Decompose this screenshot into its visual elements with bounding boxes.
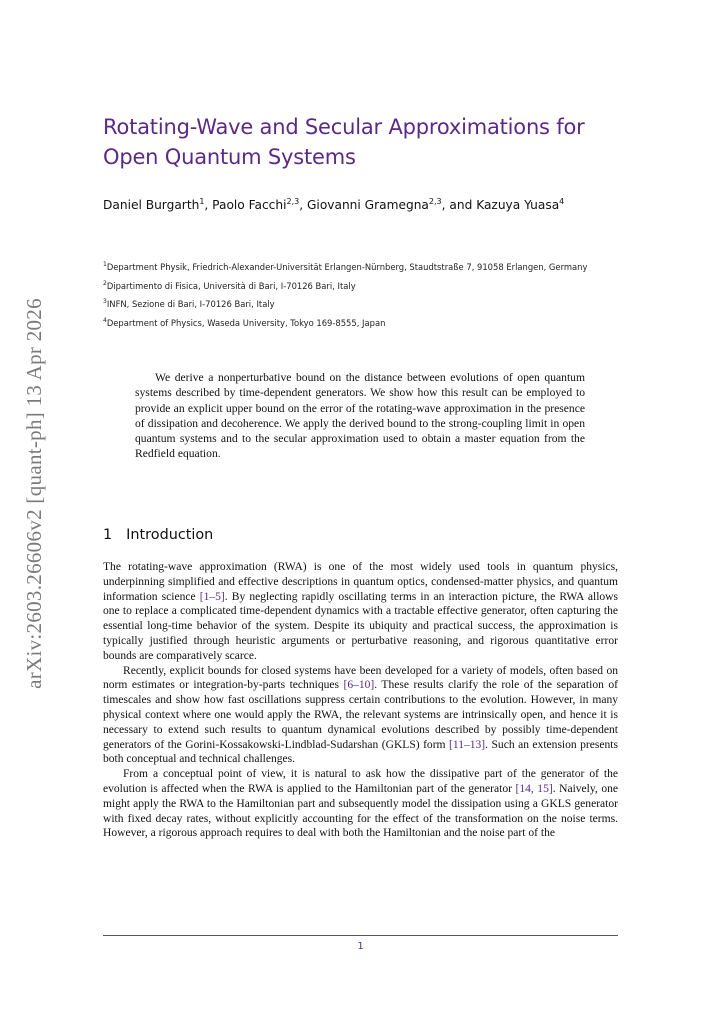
affiliation [103,257,623,276]
paragraph-text: . Such an extension presents both conceptual and technical challenges. [103,738,618,766]
citation-link[interactable]: [14, 15] [515,782,553,795]
author-affiliation-mark: 1 [199,197,205,206]
author-separator: , [204,198,213,212]
paper-title: Rotating-Wave and Secular Approximations for Open Quantum Systems [103,115,585,169]
paragraph-text: . By neglecting rapidly oscillating terms in an interaction picture, the RWA allows one to replace a complicated time-dependent dynamics with a tractable effective generator, often capturing the essential long-time behavior of the system. Despite its ubiquity and practical success, the approximation is typically justified through heuristic arguments or perturbative reasoning, and rigorous quantitative error bounds are comparatively scarce. [103,590,619,662]
affiliation [103,313,623,332]
affiliation-text: Department of Physics, Waseda University, Tokyo 169-8555, Japan [106,317,386,328]
author-list [103,197,623,212]
author-name: Kazuya Yuasa [476,198,560,212]
citation-link[interactable]: [1–5] [199,590,225,603]
author-affiliation-mark: 4 [559,197,565,206]
footer-divider [103,935,618,936]
affiliation-list [103,257,623,331]
author-name: Daniel Burgarth [103,198,200,212]
paragraph [103,560,618,664]
affiliation [103,276,623,295]
affiliation-number: 1 [103,261,107,268]
citation-link[interactable]: [11–13] [449,738,486,751]
author-name: Giovanni Gramegna [306,198,429,212]
page-number: 1 [357,941,364,952]
section-heading [103,527,213,543]
paragraph-text: . Naively, one might apply the RWA to the Hamiltonian part and subsequently model the dissipation using a GKLS generator with fixed decay rates, without explicitly accounting for the effect of the transformation on the noise terms. However, a rigorous approach requires to deal with both the Hamiltonian and the noise part of the [103,782,618,840]
abstract: We derive a nonperturbative bound on the distance between evolutions of open quantum systems described by time-dependent generators. We show how this result can be employed to provide an explicit upper bound on the error of the rotating-wave approximation in the presence of dissipation and decoherence. We apply the derived bound to the strong-coupling limit in open quantum systems and to the secular approximation used to obtain a master equation from the Redfield equation. [135,371,585,461]
section-title: Introduction [126,527,214,543]
arxiv-identifier-stamp [14,283,54,703]
author-affiliation-mark: 2,3 [286,197,300,206]
affiliation [103,294,623,313]
affiliation-number: 2 [103,279,107,287]
author-separator: , and [441,198,477,212]
author-separator: , [299,198,307,212]
paragraph [103,767,618,841]
affiliation-text: INFN, Sezione di Bari, I-70126 Bari, Italy [106,299,275,309]
author-name: Paolo Facchi [212,198,287,212]
affiliation-text: Dipartimento di Fisica, Università di Bari, I-70126 Bari, Italy [106,280,356,291]
affiliation-number: 4 [103,316,107,324]
affiliation-number: 3 [103,298,107,305]
author-affiliation-mark: 2,3 [428,197,442,206]
arxiv-stamp-text: arXiv:2603.26606v2 [quant-ph] 13 Apr 2026 [21,297,46,689]
paragraph-text: The rotating-wave approximation (RWA) is one of the most widely used tools in quantum physics, underpinning simplified and effective descriptions in quantum optics, condensed-matter physics, and quantum information science [103,561,618,603]
section-number: 1 [103,527,113,543]
paragraph-text: From a conceptual point of view, it is natural to ask how the dissipative part of the generator of the evolution is affected when the RWA is applied to the Hamiltonian part of the generator [103,768,618,795]
paragraph [103,664,618,768]
affiliation-text: Department Physik, Friedrich-Alexander-Universität Erlangen-Nürnberg, Staudtstraße 7, 91058 Erlangen, Germany [106,262,588,272]
paragraph-text: Recently, explicit bounds for closed systems have been developed for a variety of models, often based on norm estimates or integration-by-parts techniques [103,664,618,692]
section-body [103,560,618,841]
paragraph-text: . These results clarify the role of the separation of timescales and show how fast oscillations suppress certain contributions to the evolution. However, in many physical context where one would apply the RWA, the relevant systems are intrinsically open, and hence it is necessary to extend such results to quantum dynamical evolutions described by possibly time-dependent generators of the Gorini-Kossakowski-Lindblad-Sudarshan (GKLS) form [103,679,618,751]
citation-link[interactable]: [6–10] [343,679,375,692]
